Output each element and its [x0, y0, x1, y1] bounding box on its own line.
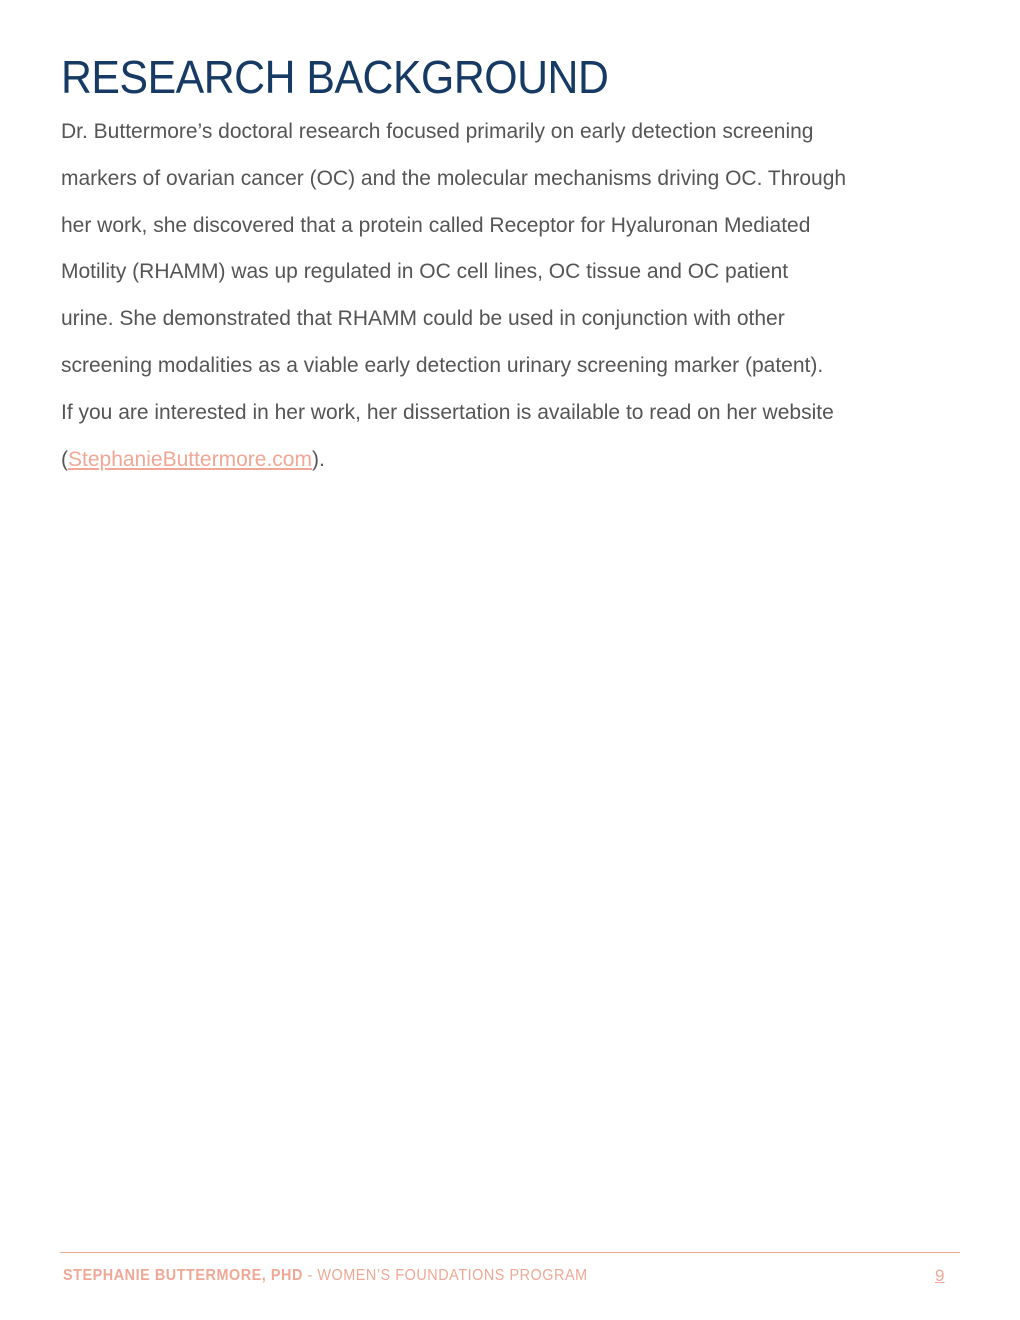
paragraph-line: her work, she discovered that a protein called Receptor for Hyaluronan Mediated	[61, 213, 811, 237]
paragraph-line-last	[61, 437, 941, 484]
paragraph-line: If you are interested in her work, her dissertation is available to read on her website	[61, 400, 834, 424]
paragraph-line: markers of ovarian cancer (OC) and the molecular mechanisms driving OC. Through	[61, 166, 847, 190]
footer-divider	[60, 1252, 960, 1253]
page-number-link[interactable]: 9	[935, 1266, 945, 1285]
footer-separator: -	[302, 1267, 318, 1284]
paragraph-line: screening modalities as a viable early detection urinary screening marker (patent).	[61, 353, 824, 377]
research-paragraph	[61, 109, 941, 483]
footer-label	[63, 1265, 588, 1287]
page-title: RESEARCH BACKGROUND	[61, 51, 609, 103]
paragraph-line: urine. She demonstrated that RHAMM could be used in conjunction with other	[61, 307, 785, 331]
paragraph-line: Dr. Buttermore’s doctoral research focused primarily on early detection screening	[61, 120, 814, 143]
footer-author-name: STEPHANIE BUTTERMORE, PHD	[63, 1267, 303, 1284]
website-link[interactable]: StephanieButtermore.com	[68, 447, 312, 471]
link-close-paren: ).	[311, 447, 325, 471]
paragraph-line: Motility (RHAMM) was up regulated in OC cell lines, OC tissue and OC patient	[61, 260, 789, 284]
footer-program-name: WOMEN’S FOUNDATIONS PROGRAM	[317, 1267, 588, 1284]
link-open-paren: (	[61, 447, 68, 471]
